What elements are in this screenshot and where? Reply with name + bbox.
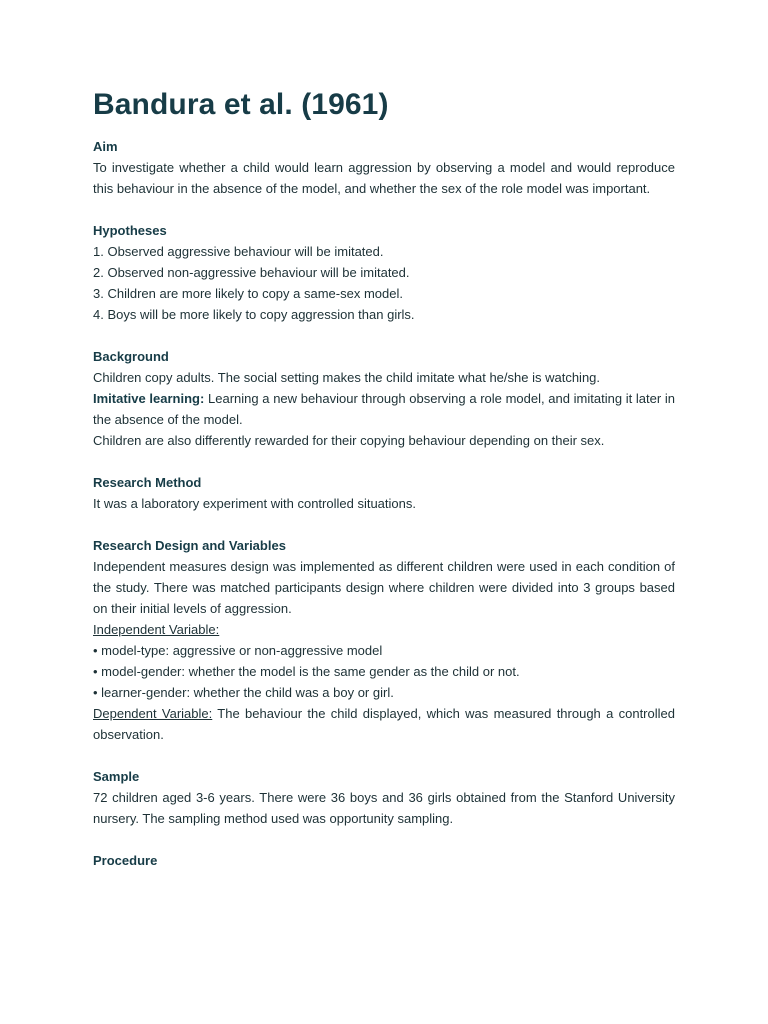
dependent-variable-paragraph [93,703,675,745]
background-text: Children copy adults. The social setting makes the child imitate what he/she is watching. [93,370,601,385]
sample-heading: Sample [93,769,140,784]
iv-list-item: • model-gender: whether the model is the same gender as the child or not. [93,664,520,679]
page-title: Bandura et al. (1961) [93,88,389,121]
sample-text: 72 children aged 3-6 years. There were 36 boys and 36 girls obtained from the Stanford University nursery. The sampling method used was opportunity sampling. [93,790,675,826]
research-design-heading: Research Design and Variables [93,538,286,553]
research-method-heading: Research Method [93,475,202,490]
hypotheses-heading: Hypotheses [93,223,167,238]
background-text: Children are also differently rewarded for their copying behaviour depending on their sex. [93,433,605,448]
iv-list-item: • model-type: aggressive or non-aggressive model [93,643,383,658]
independent-variable-label: Independent Variable: [93,622,220,637]
sample-section [93,766,675,829]
research-design-section [93,535,675,745]
research-method-text: It was a laboratory experiment with controlled situations. [93,496,416,511]
background-section [93,346,675,451]
imitative-learning-definition: Learning a new behaviour through observing a role model, and imitating it later in the absence of the model. [93,391,676,427]
background-heading: Background [93,349,169,364]
hypothesis-item: 1. Observed aggressive behaviour will be imitated. [93,244,384,259]
dependent-variable-text: The behaviour the child displayed, which was measured through a controlled observation. [93,706,675,742]
aim-section [93,136,675,199]
aim-heading: Aim [93,139,118,154]
procedure-heading: Procedure [93,853,158,868]
hypotheses-section [93,220,675,325]
imitative-learning-term: Imitative learning: [93,391,205,406]
iv-list-item: • learner-gender: whether the child was a boy or girl. [93,685,394,700]
research-method-section [93,472,675,514]
procedure-section [93,850,675,871]
dependent-variable-label: Dependent Variable: [93,706,213,721]
hypothesis-item: 3. Children are more likely to copy a same-sex model. [93,286,403,301]
document-page [93,84,675,871]
aim-text: To investigate whether a child would learn aggression by observing a model and would reproduce this behaviour in the absence of the model, and whether the sex of the role model was important. [93,160,675,196]
research-design-text: Independent measures design was implemented as different children were used in each condition of the study. There was matched participants design where children were divided into 3 groups based on their initial levels of aggression. [93,559,675,616]
hypothesis-item: 4. Boys will be more likely to copy aggression than girls. [93,307,415,322]
imitative-learning-paragraph [93,388,675,430]
hypothesis-item: 2. Observed non-aggressive behaviour will be imitated. [93,265,410,280]
